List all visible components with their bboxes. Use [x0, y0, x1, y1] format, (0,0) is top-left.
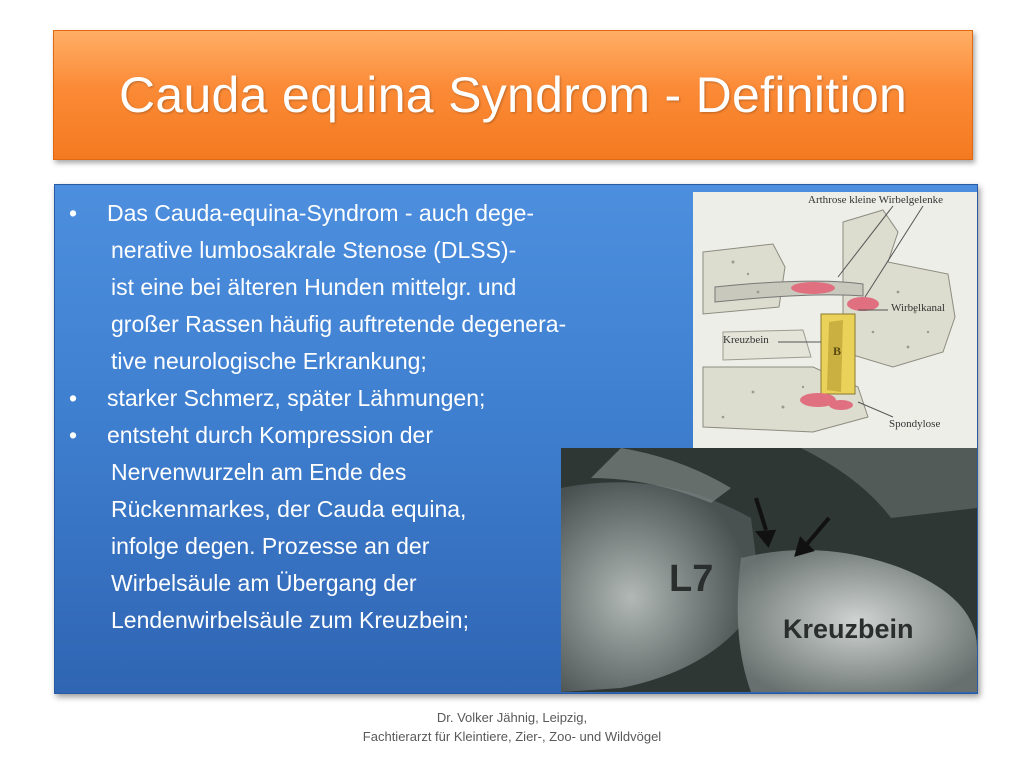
bullet-line: starker Schmerz, später Lähmungen;	[107, 385, 486, 411]
bullet-line: nerative lumbosakrale Stenose (DLSS)-	[111, 237, 517, 263]
bullet-item	[67, 195, 687, 380]
bullet-line: großer Rassen häufig auftretende degenera-	[111, 311, 567, 337]
footer	[0, 708, 1024, 746]
footer-author: Dr. Volker Jähnig, Leipzig,	[436, 710, 588, 725]
bullet-line: ist eine bei älteren Hunden mittelgr. und	[111, 274, 517, 300]
bullet-symbol: •	[69, 385, 78, 411]
diagram-label-spondylosis: Spondylose	[889, 418, 941, 430]
content-box	[54, 184, 978, 694]
xray-label-sacrum: Kreuzbein	[783, 614, 914, 644]
diagram-label-marker: B	[833, 344, 842, 358]
spine-diagram-drawing	[693, 192, 978, 452]
bullet-symbol: •	[69, 422, 78, 448]
xray-image	[561, 448, 977, 692]
xray-label-l7: L7	[669, 558, 714, 600]
footer-specialty: Fachtierarzt für Kleintiere, Zier-, Zoo- und Wildvögel	[362, 729, 662, 744]
title-bar	[53, 30, 973, 160]
bullet-line: tive neurologische Erkrankung;	[111, 348, 427, 374]
bullet-line: Das Cauda-equina-Syndrom - auch dege-	[107, 200, 535, 226]
diagram-label-sacrum: Kreuzbein	[723, 334, 769, 346]
bullet-line: infolge degen. Prozesse an der	[111, 533, 430, 559]
bullet-line: Rückenmarkes, der Cauda equina,	[111, 496, 467, 522]
bullet-line: Lendenwirbelsäule zum Kreuzbein;	[111, 607, 469, 633]
bullet-symbol: •	[69, 200, 78, 226]
bullet-item	[67, 380, 687, 417]
bullet-line: entsteht durch Kompression der	[107, 422, 434, 448]
spine-diagram	[693, 192, 978, 452]
diagram-label-top: Arthrose kleine Wirbelgelenke	[808, 194, 943, 206]
bullet-line: Nervenwurzeln am Ende des	[111, 459, 407, 485]
xray-drawing	[561, 448, 977, 692]
bullet-line: Wirbelsäule am Übergang der	[111, 570, 417, 596]
diagram-label-canal: Wirbelkanal	[891, 302, 945, 314]
slide-title: Cauda equina Syndrom - Definition	[118, 67, 908, 123]
